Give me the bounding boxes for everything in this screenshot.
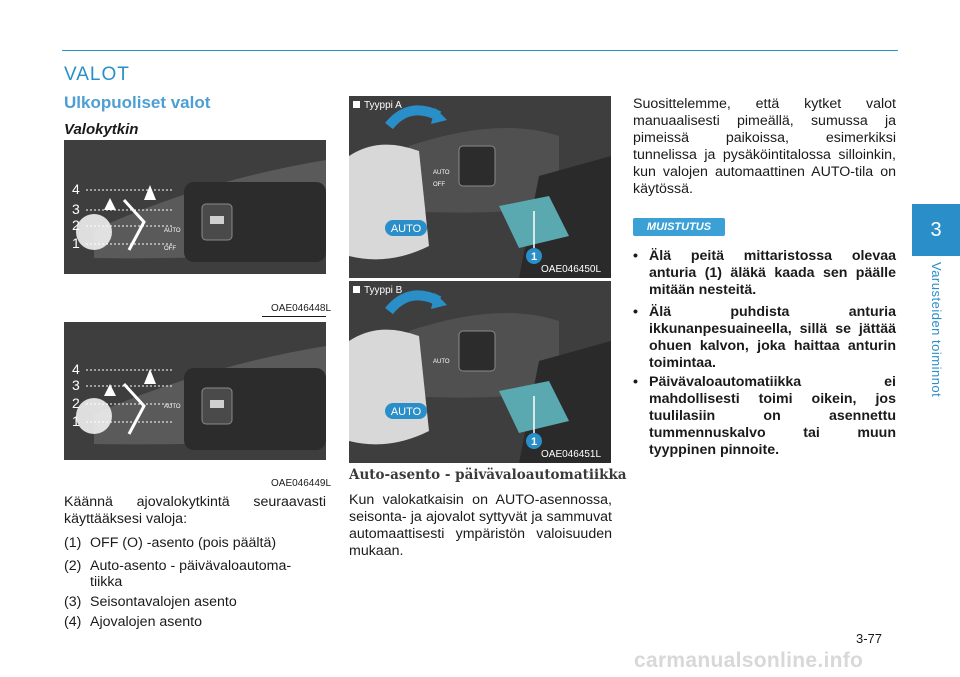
position-3-label: 3 xyxy=(72,201,80,217)
instruction-intro: Käännä ajovalokytkintä seuraavasti käyttääksesi valoja: xyxy=(64,494,326,527)
auto-text: AUTO xyxy=(164,404,181,410)
position-1-label: 1 xyxy=(72,235,80,251)
auto-mode-heading: Auto-asento - päivävaloautomatiikka xyxy=(349,467,627,483)
list-item: (4) Ajovalojen asento xyxy=(64,614,203,630)
list-item: (2) Auto-asento - päivävaloautoma- tiikka xyxy=(64,558,292,590)
auto-text: AUTO xyxy=(164,228,181,234)
figure-type-label: Tyyppi B xyxy=(353,285,402,296)
figure-code: OAE046451L xyxy=(541,449,602,460)
bullet-icon: • xyxy=(633,304,638,320)
top-rule xyxy=(62,50,898,51)
watermark: carmanualsonline.info xyxy=(634,649,864,672)
note-badge: MUISTUTUS xyxy=(633,218,725,236)
figure-auto-sensor-type-a xyxy=(349,96,611,278)
subtitle: Ulkopuoliset valot xyxy=(64,93,211,112)
figure-code: OAE046450L xyxy=(541,264,602,275)
figure-code: OAE046449L xyxy=(271,478,332,489)
figure-auto-sensor-type-b xyxy=(349,281,611,463)
note-bullet: • Älä puhdista anturia ikkunanpesuaineella, sillä se jättää ohuen kalvon, joka haittaa anturin toimintaa. xyxy=(633,304,896,371)
auto-badge-label: AUTO xyxy=(390,406,422,418)
square-bullet-icon xyxy=(353,286,360,293)
off-text: OFF xyxy=(433,182,445,188)
auto-mode-paragraph: Kun valokatkaisin on AUTO-asennossa, seisonta- ja ajovalot syttyvät ja sammuvat automaattisesti ympäristön valoisuuden mukaan. xyxy=(349,492,612,559)
figure-type-label: Tyyppi A xyxy=(353,100,402,111)
auto-text: AUTO xyxy=(433,170,450,176)
page-number: 3-77 xyxy=(856,631,883,646)
list-item: (3) Seisontavalojen asento xyxy=(64,594,237,610)
position-2-label: 2 xyxy=(72,395,80,411)
light-switch-illustration xyxy=(64,140,326,274)
figure-switch-type-b xyxy=(64,322,326,460)
position-2-label: 2 xyxy=(72,217,80,233)
chapter-tab: 3 xyxy=(912,204,960,256)
auto-light-illustration xyxy=(349,96,611,278)
figure-rule xyxy=(262,316,326,317)
recommendation-paragraph: Suosittelemme, että kytket valot manuaalisesti pimeällä, sumussa ja pimeissä paikoissa, esimerkiksi tunnelissa ja pysäköintitalossa silloinkin, kun valojen automaattinen AUTO-tila on käytössä. xyxy=(633,96,896,197)
square-bullet-icon xyxy=(353,101,360,108)
note-bullet: • Päivävaloautomatiikka ei mahdollisesti toimi oikein, jos tuulilasiin on asennettu tummennuskalvo tai muun tyyppinen pinnoite. xyxy=(633,374,896,458)
light-switch-illustration xyxy=(64,322,326,460)
figure-switch-type-a xyxy=(64,140,326,274)
position-1-label: 1 xyxy=(72,413,80,429)
section-title: VALOT xyxy=(64,64,130,85)
chapter-title: Varusteiden toiminnot xyxy=(929,262,944,398)
off-text: OFF xyxy=(164,246,176,252)
sub-subtitle: Valokytkin xyxy=(64,121,139,138)
auto-text: AUTO xyxy=(433,359,450,365)
position-3-label: 3 xyxy=(72,377,80,393)
bullet-icon: • xyxy=(633,248,638,264)
sensor-callout-number: 1 xyxy=(530,436,538,448)
position-4-label: 4 xyxy=(72,181,80,197)
sensor-callout-number: 1 xyxy=(530,251,538,263)
bullet-icon: • xyxy=(633,374,638,390)
position-4-label: 4 xyxy=(72,361,80,377)
auto-light-illustration xyxy=(349,281,611,463)
auto-badge-label: AUTO xyxy=(390,223,422,235)
figure-code: OAE046448L xyxy=(271,303,332,314)
note-bullet: • Älä peitä mittaristossa olevaa anturia (1) äläkä kaada sen päälle mitään nesteitä. xyxy=(633,248,896,298)
list-item: (1) OFF (O) -asento (pois päältä) xyxy=(64,535,277,551)
